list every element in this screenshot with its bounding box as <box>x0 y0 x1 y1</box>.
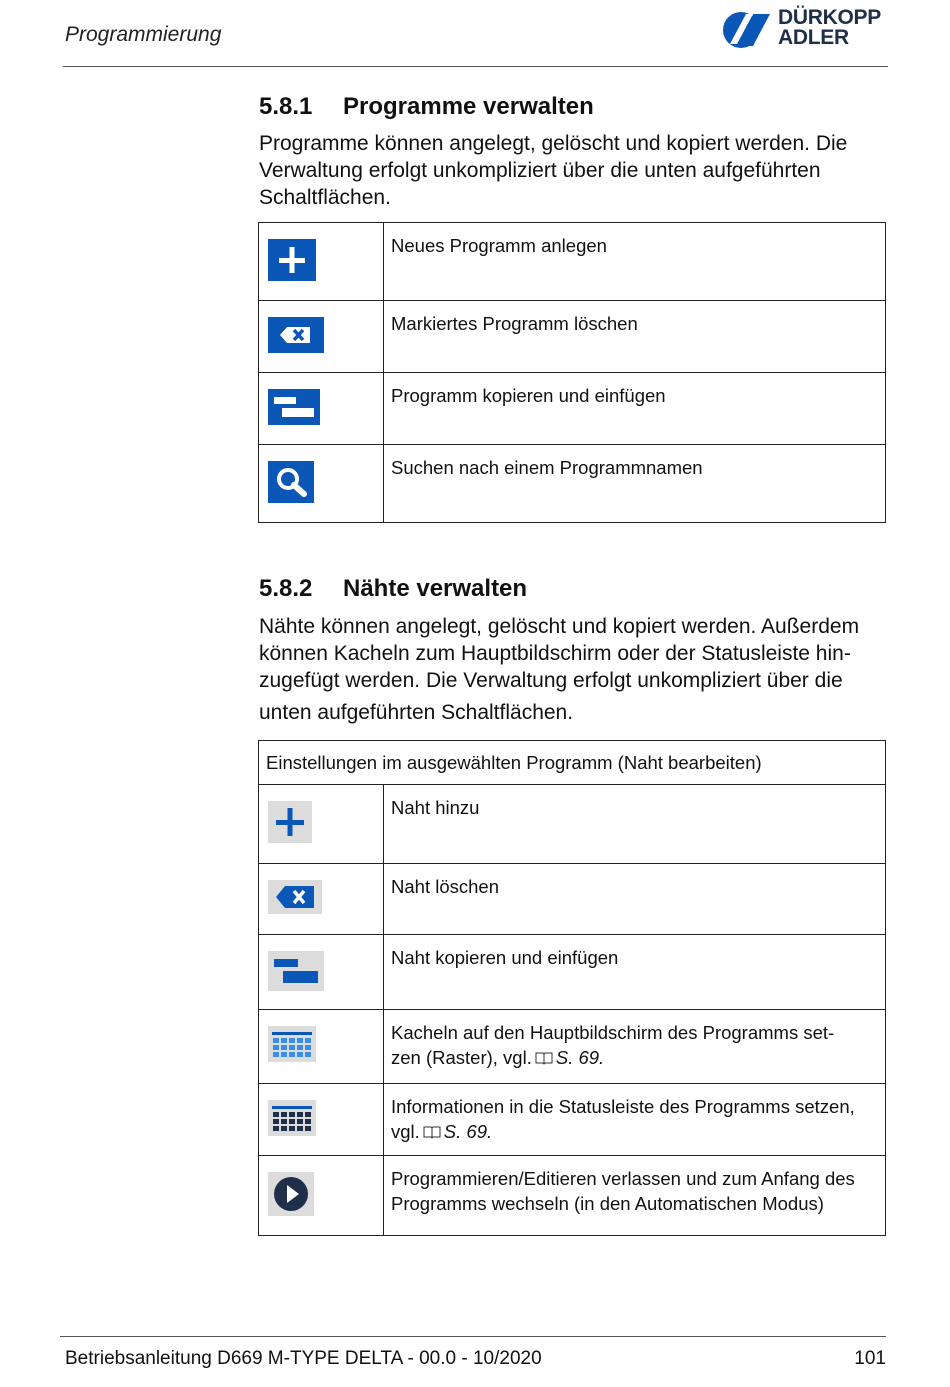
table-header: Einstellungen im ausgewählten Programm (Naht bearbeiten) <box>259 741 886 785</box>
footer-divider <box>60 1336 886 1337</box>
table-row <box>259 935 886 1010</box>
header-section-title: Programmierung <box>65 23 222 46</box>
statusbar-grid-icon <box>268 1100 316 1136</box>
footer-document-title: Betriebsanleitung D669 M-TYPE DELTA - 00.0 - 10/2020 <box>65 1348 542 1369</box>
logo-wordmark <box>778 8 881 48</box>
duerkopp-adler-logo <box>722 8 892 54</box>
row-description: Markiertes Programm löschen <box>384 301 886 373</box>
intro-line: unten aufgeführten Schaltflächen. <box>259 701 574 724</box>
table-row <box>259 445 886 523</box>
copy-icon <box>268 389 320 425</box>
book-reference-icon <box>535 1051 553 1065</box>
description-line: zen (Raster), vgl. <box>391 1047 532 1068</box>
delete-icon <box>268 880 322 914</box>
plus-icon <box>268 239 316 281</box>
intro-line: Verwaltung erfolgt unkompliziert über die unten aufgeführten <box>259 159 821 182</box>
row-description <box>384 1084 886 1156</box>
section-title: Programme verwalten <box>343 93 594 120</box>
intro-line: zugefügt werden. Die Verwaltung erfolgt unkompliziert über die <box>259 669 843 692</box>
seam-buttons-table <box>258 740 886 1236</box>
plus-icon <box>268 801 312 843</box>
copy-icon <box>268 951 324 991</box>
table-row <box>259 1010 886 1084</box>
section-5-8-2-intro <box>259 613 859 726</box>
section-number: 5.8.2 <box>259 575 313 602</box>
logo-line-2: ADLER <box>778 26 849 49</box>
page-reference-link[interactable]: S. 69. <box>555 1047 605 1068</box>
section-heading-5-8-1 <box>259 93 594 121</box>
row-description: Programm kopieren und einfügen <box>384 373 886 445</box>
logo-line-1: DÜRKOPP <box>778 6 881 29</box>
page-reference-link[interactable]: S. 69. <box>443 1121 493 1142</box>
table-row <box>259 373 886 445</box>
row-description <box>384 1010 886 1084</box>
intro-line: Programme können angelegt, gelöscht und kopiert werden. Die <box>259 132 848 155</box>
description-line: Programms wechseln (in den Automatischen Modus) <box>391 1193 824 1214</box>
header-divider <box>63 66 888 67</box>
table-row <box>259 1084 886 1156</box>
logo-mark-icon <box>722 8 774 50</box>
table-row <box>259 1156 886 1236</box>
section-5-8-1-intro <box>259 130 847 211</box>
row-description <box>384 1156 886 1236</box>
table-row <box>259 301 886 373</box>
section-number: 5.8.1 <box>259 93 313 120</box>
row-description: Naht kopieren und einfügen <box>384 935 886 1010</box>
table-row <box>259 864 886 935</box>
intro-line: können Kacheln zum Hauptbildschirm oder der Statusleiste hin- <box>259 642 851 665</box>
book-reference-icon <box>423 1125 441 1139</box>
delete-icon <box>268 317 324 353</box>
table-row <box>259 223 886 301</box>
row-description: Naht löschen <box>384 864 886 935</box>
table-row <box>259 785 886 864</box>
description-line: Programmieren/Editieren verlassen und zum Anfang des <box>391 1168 855 1189</box>
row-description: Neues Programm anlegen <box>384 223 886 301</box>
table-header-row <box>259 741 886 785</box>
description-line: Kacheln auf den Hauptbildschirm des Programms set- <box>391 1022 835 1043</box>
grid-icon <box>268 1026 316 1062</box>
description-line: vgl. <box>391 1121 420 1142</box>
intro-line: Schaltflächen. <box>259 186 391 209</box>
program-buttons-table <box>258 222 886 523</box>
section-heading-5-8-2 <box>259 575 527 603</box>
page-number: 101 <box>854 1348 886 1369</box>
row-description: Suchen nach einem Programmnamen <box>384 445 886 523</box>
play-icon <box>268 1172 314 1216</box>
section-title: Nähte verwalten <box>343 575 528 602</box>
description-line: Informationen in die Statusleiste des Programms setzen, <box>391 1096 855 1117</box>
search-icon <box>268 461 314 503</box>
intro-line: Nähte können angelegt, gelöscht und kopiert werden. Außerdem <box>259 615 860 638</box>
row-description: Naht hinzu <box>384 785 886 864</box>
